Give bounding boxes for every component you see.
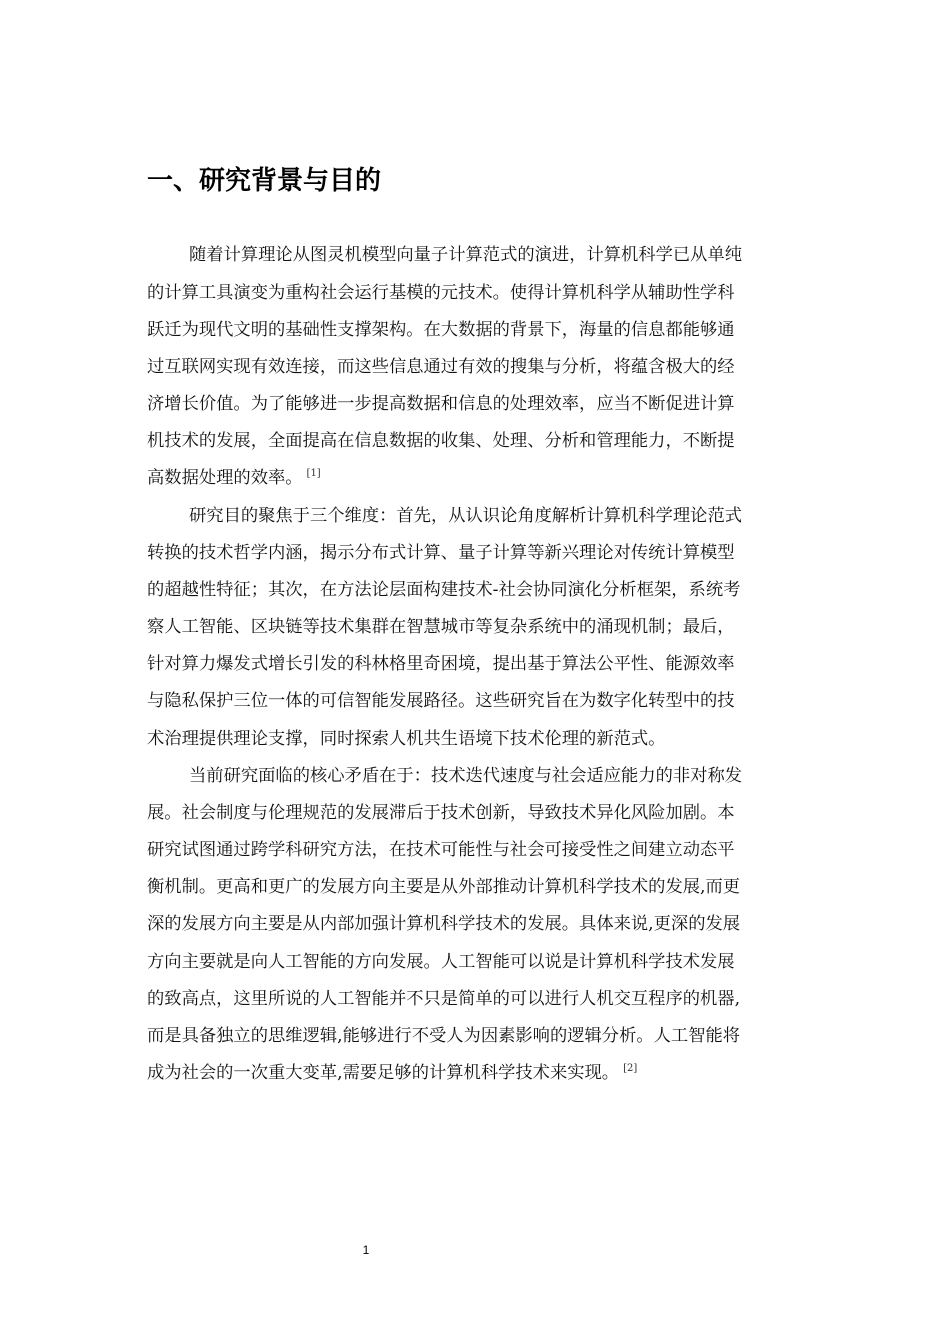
paragraph-1-line-2: 的计算工具演变为重构社会运行基模的元技术。使得计算机科学从辅助性学科: [147, 283, 735, 303]
paragraph-3-line-4: 衡机制。更高和更广的发展方向主要是从外部推动计算机科学技术的发展,而更: [147, 877, 741, 897]
paragraph-2-line-1: 研究目的聚焦于三个维度：首先，从认识论角度解析计算机科学理论范式: [189, 506, 743, 526]
paragraph-3-line-2: 展。社会制度与伦理规范的发展滞后于技术创新，导致技术异化风险加剧。本: [147, 803, 735, 823]
paragraph-2-line-2: 转换的技术哲学内涵，揭示分布式计算、量子计算等新兴理论对传统计算模型: [147, 543, 735, 563]
paragraph-3-line-8: 而是具备独立的思维逻辑,能够进行不受人为因素影响的逻辑分析。人工智能将: [147, 1026, 741, 1046]
section-heading: 一、研究背景与目的: [147, 166, 382, 196]
paragraph-3-line-9: [147, 1061, 637, 1085]
paragraph-1-line-5: 济增长价值。为了能够进一步提高数据和信息的处理效率，应当不断促进计算: [147, 394, 735, 414]
paragraph-1-line-4: 过互联网实现有效连接，而这些信息通过有效的搜集与分析，将蕴含极大的经: [147, 357, 735, 377]
paragraph-2-line-6: 与隐私保护三位一体的可信智能发展路径。这些研究旨在为数字化转型中的技: [147, 691, 735, 711]
citation-1: [1]: [306, 468, 321, 480]
paragraph-3-line-3: 研究试图通过跨学科研究方法，在技术可能性与社会可接受性之间建立动态平: [147, 840, 735, 860]
paragraph-3-line-7: 的致高点，这里所说的人工智能并不只是简单的可以进行人机交互程序的机器,: [147, 989, 741, 1009]
paragraph-2-line-5: 针对算力爆发式增长引发的科林格里奇困境，提出基于算法公平性、能源效率: [147, 654, 735, 674]
paragraph-2-line-7: 术治理提供理论支撑，同时探索人机共生语境下技术伦理的新范式。: [147, 729, 666, 749]
paragraph-1-line-1: 随着计算理论从图灵机模型向量子计算范式的演进，计算机科学已从单纯: [189, 245, 743, 265]
paragraph-1-line-3: 跃迁为现代文明的基础性支撑架构。在大数据的背景下，海量的信息都能够通: [147, 320, 735, 340]
paragraph-3-line-6: 方向主要就是向人工智能的方向发展。人工智能可以说是计算机科学技术发展: [147, 952, 735, 972]
paragraph-2-line-4: 察人工智能、区块链等技术集群在智慧城市等复杂系统中的涌现机制；最后，: [147, 617, 735, 637]
paragraph-1-line-6: 机技术的发展，全面提高在信息数据的收集、处理、分析和管理能力，不断提: [147, 431, 735, 451]
page-number: 1: [362, 1243, 370, 1257]
paragraph-3-line-5: 深的发展方向主要是从内部加强计算机科学技术的发展。具体来说,更深的发展: [147, 914, 741, 934]
paragraph-3-line-1: 当前研究面临的核心矛盾在于：技术迭代速度与社会适应能力的非对称发: [189, 766, 743, 786]
paragraph-3-line-9-text: 成为社会的一次重大变革,需要足够的计算机科学技术来实现。: [147, 1063, 620, 1083]
citation-2: [2]: [623, 1063, 638, 1075]
paragraph-2-line-3: 的超越性特征；其次，在方法论层面构建技术-社会协同演化分析框架，系统考: [147, 580, 741, 600]
paragraph-1-line-7: [147, 466, 321, 490]
paragraph-1-line-7-text: 高数据处理的效率。: [147, 468, 303, 488]
